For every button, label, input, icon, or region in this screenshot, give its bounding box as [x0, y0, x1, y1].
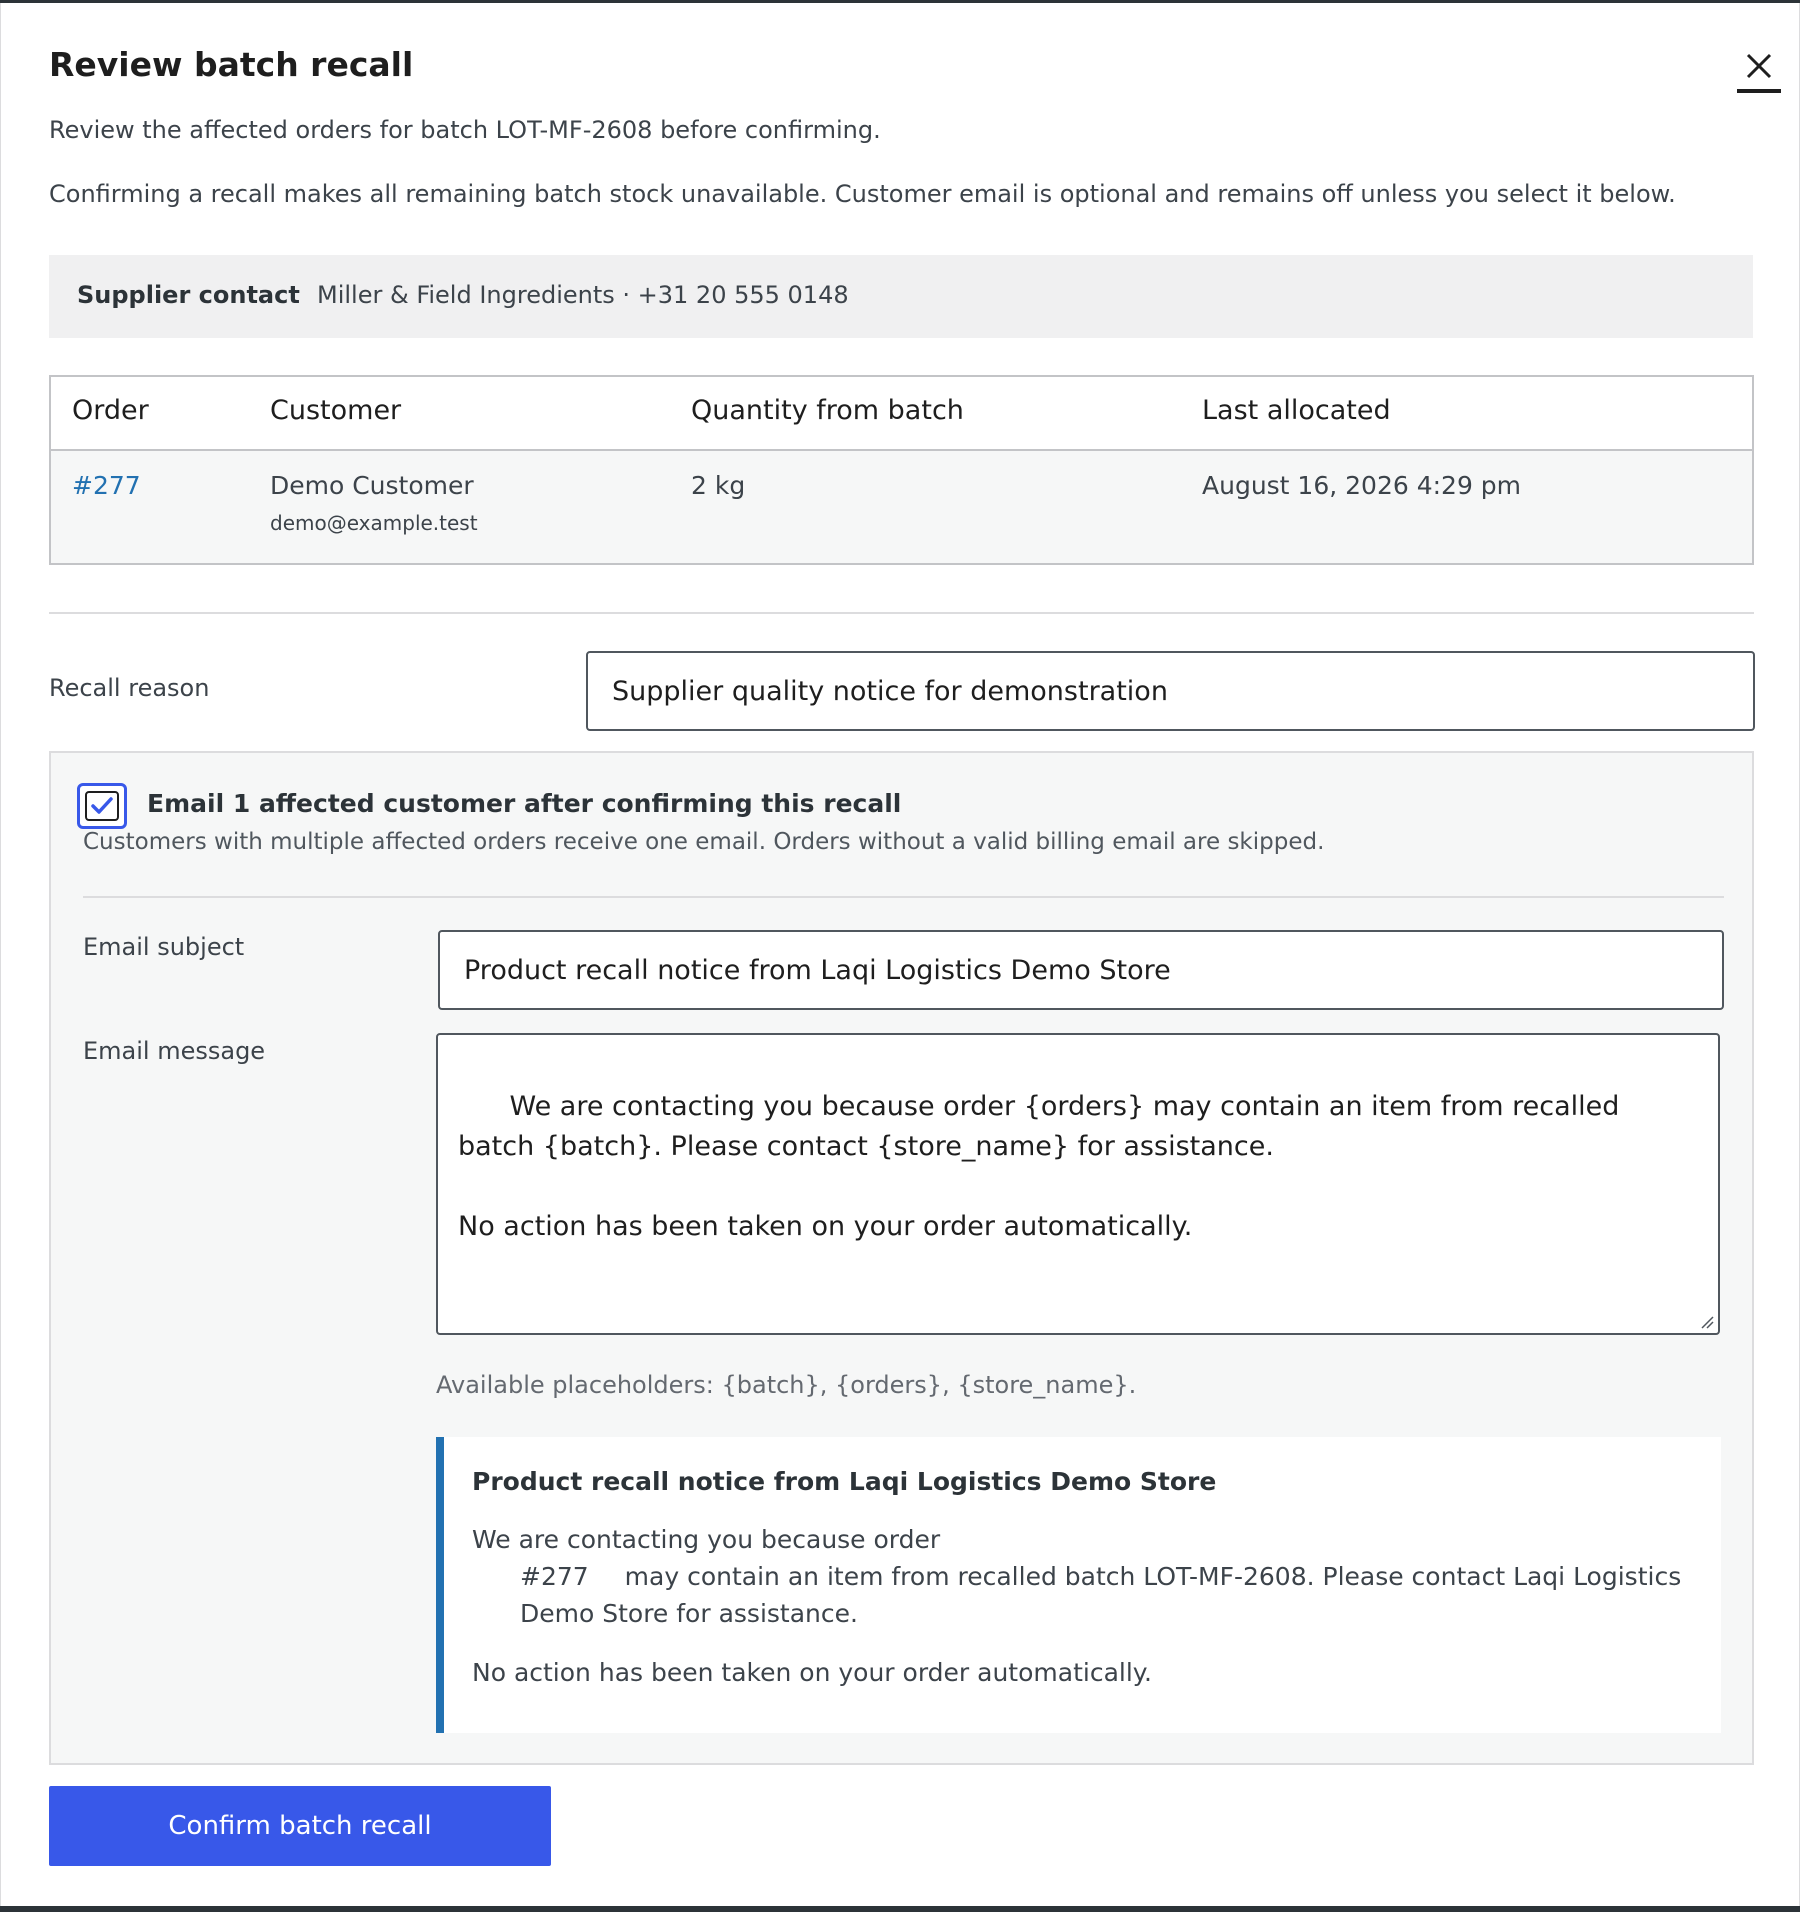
preview-subject: Product recall notice from Laqi Logistics Demo Store: [472, 1467, 1217, 1496]
order-link[interactable]: #277: [72, 471, 141, 500]
email-subject-label: Email subject: [83, 933, 245, 961]
email-subject-input[interactable]: [438, 930, 1724, 1010]
email-customers-checkbox[interactable]: [85, 791, 119, 821]
preview-line-2: may contain an item from recalled batch LOT-MF-2608. Please contact Laqi Logistics Demo Store for assistance.: [520, 1562, 1682, 1628]
table-header-row: [51, 377, 1752, 451]
last-allocated: August 16, 2026 4:29 pm: [1202, 471, 1522, 500]
customer-email-panel: [49, 751, 1754, 1765]
checkmark-icon: [90, 796, 114, 816]
quantity-from-batch: 2 kg: [691, 471, 746, 500]
customer-email: demo@example.test: [270, 511, 478, 535]
page-bottom-edge: [0, 1906, 1800, 1912]
close-icon: [1745, 52, 1773, 80]
email-message-label: Email message: [83, 1037, 266, 1065]
confirm-recall-button[interactable]: Confirm batch recall: [49, 1786, 551, 1866]
column-header-quantity: Quantity from batch: [691, 395, 964, 426]
supplier-contact: [49, 255, 1753, 338]
email-message-textarea[interactable]: [436, 1033, 1720, 1335]
email-panel-divider: [83, 896, 1724, 898]
table-row: [51, 451, 1752, 563]
preview-line-3: No action has been taken on your order automatically.: [472, 1658, 1152, 1687]
section-divider: [49, 612, 1754, 614]
preview-line-1: We are contacting you because order: [472, 1525, 941, 1554]
close-button[interactable]: [1737, 37, 1781, 93]
placeholders-help: Available placeholders: {batch}, {orders}, {store_name}.: [436, 1371, 1137, 1399]
recall-reason-input[interactable]: [586, 651, 1755, 731]
preview-order-line: [472, 1558, 1692, 1632]
recall-reason-label: Recall reason: [49, 674, 210, 702]
email-customers-help: Customers with multiple affected orders receive one email. Orders without a valid billing email are skipped.: [83, 829, 1325, 855]
email-message-text: We are contacting you because order {orders} may contain an item from recalled batch {batch}. Please contact {store_name} for assistance. No action has been taken on your order automatically.: [458, 1091, 1620, 1242]
recall-warning: Confirming a recall makes all remaining batch stock unavailable. Customer email is optional and remains off unless you select it below.: [49, 180, 1676, 208]
checkbox-focus-ring: [77, 783, 127, 829]
supplier-contact-label: Supplier contact: [77, 281, 300, 309]
column-header-order: Order: [72, 395, 149, 426]
preview-body: [472, 1521, 1692, 1691]
email-preview: [436, 1437, 1721, 1733]
batch-recall-modal: [0, 3, 1800, 1906]
modal-title: Review batch recall: [49, 45, 414, 84]
modal-intro: Review the affected orders for batch LOT-MF-2608 before confirming.: [49, 116, 881, 144]
preview-order-number: #277: [520, 1562, 589, 1591]
supplier-contact-value: Miller & Field Ingredients · +31 20 555 0148: [317, 281, 849, 309]
column-header-customer: Customer: [270, 395, 402, 426]
affected-orders-table: [49, 375, 1754, 565]
email-customers-label[interactable]: Email 1 affected customer after confirming this recall: [147, 789, 902, 818]
resize-handle-icon[interactable]: [1700, 1315, 1714, 1329]
column-header-last-allocated: Last allocated: [1202, 395, 1391, 426]
customer-name: Demo Customer: [270, 471, 474, 500]
